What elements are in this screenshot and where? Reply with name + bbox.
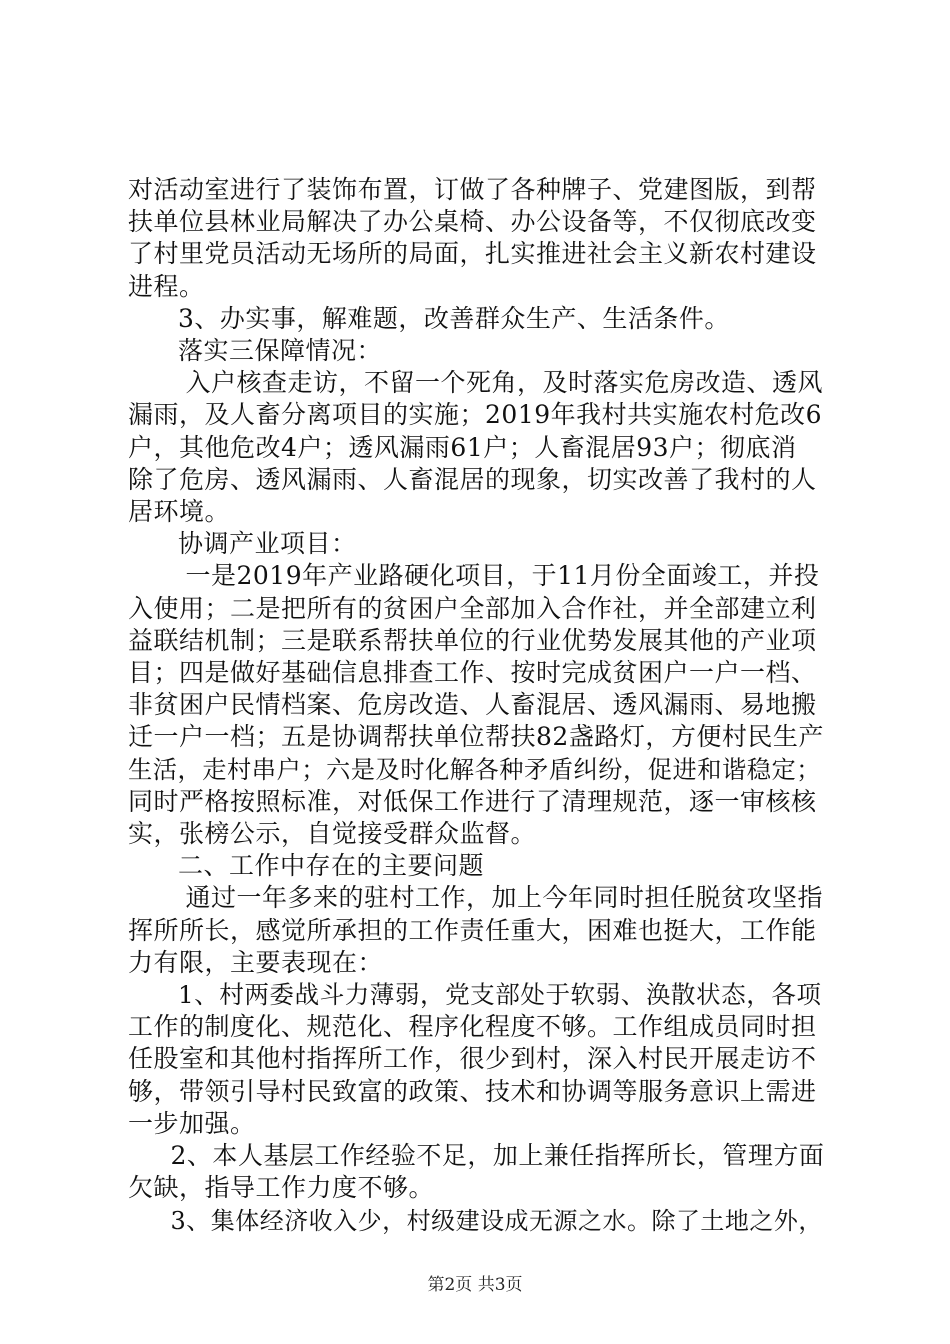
paragraph-line: 2、本人基层工作经验不足，加上兼任指挥所长，管理方面 bbox=[170, 1141, 825, 1171]
paragraph-line: 挥所所长，感觉所承担的工作责任重大，困难也挺大，工作能 bbox=[128, 915, 817, 945]
paragraph-line: 一是2019年产业路硬化项目，于11月份全面竣工，并投 bbox=[185, 561, 820, 591]
paragraph-line: 3、集体经济收入少，村级建设成无源之水。除了土地之外， bbox=[170, 1206, 823, 1235]
paragraph-line: 入户核查走访，不留一个死角，及时落实危房改造、透风 bbox=[185, 368, 824, 398]
paragraph-line: 迁一户一档；五是协调帮扶单位帮扶82盏路灯，方便村民生产 bbox=[128, 722, 824, 752]
paragraph-line: 生活，走村串户；六是及时化解各种矛盾纠纷，促进和谐稳定； bbox=[128, 754, 822, 784]
paragraph-line: 了村里党员活动无场所的局面，扎实推进社会主义新农村建设 bbox=[128, 239, 817, 269]
paragraph-line: 落实三保障情况： bbox=[178, 336, 383, 366]
paragraph-line: 实，张榜公示，自觉接受群众监督。 bbox=[128, 819, 537, 849]
paragraph-line: 力有限，主要表现在： bbox=[128, 947, 384, 977]
paragraph-line: 二、工作中存在的主要问题 bbox=[178, 851, 485, 881]
page-footer: 第2页 共3页 bbox=[427, 1275, 523, 1295]
paragraph-line: 户，其他危改4户；透风漏雨61户；人畜混居93户；彻底消 bbox=[128, 432, 797, 462]
paragraph-line: 同时严格按照标准，对低保工作进行了清理规范，逐一审核核 bbox=[128, 786, 817, 816]
paragraph-line: 进程。 bbox=[128, 271, 205, 301]
paragraph-line: 入使用；二是把所有的贫困户全部加入合作社，并全部建立利 bbox=[128, 593, 817, 623]
paragraph-line: 协调产业项目： bbox=[178, 529, 357, 559]
paragraph-line: 够，带领引导村民致富的政策、技术和协调等服务意识上需进 bbox=[128, 1076, 817, 1106]
paragraph-line: 益联结机制；三是联系帮扶单位的行业优势发展其他的产业项 bbox=[128, 625, 817, 655]
paragraph-line: 居环境。 bbox=[128, 497, 231, 527]
paragraph-line: 3、办实事，解难题，改善群众生产、生活条件。 bbox=[178, 303, 730, 333]
paragraph-line: 对活动室进行了装饰布置，订做了各种牌子、党建图版，到帮 bbox=[128, 175, 817, 204]
paragraph-line: 工作的制度化、规范化、程序化程度不够。工作组成员同时担 bbox=[128, 1012, 817, 1042]
paragraph-line: 通过一年多来的驻村工作，加上今年同时担任脱贫攻坚指 bbox=[185, 883, 824, 913]
paragraph-line: 目；四是做好基础信息排查工作、按时完成贫困户一户一档、 bbox=[128, 658, 817, 688]
paragraph-line: 非贫困户民情档案、危房改造、人畜混居、透风漏雨、易地搬 bbox=[128, 690, 817, 720]
paragraph-line: 扶单位县林业局解决了办公桌椅、办公设备等，不仅彻底改变 bbox=[128, 207, 817, 237]
paragraph-line: 1、村两委战斗力薄弱，党支部处于软弱、涣散状态，各项 bbox=[178, 980, 822, 1010]
paragraph-line: 漏雨，及人畜分离项目的实施；2019年我村共实施农村危改6 bbox=[128, 400, 823, 430]
paragraph-line: 欠缺，指导工作力度不够。 bbox=[128, 1173, 435, 1203]
document-body bbox=[128, 174, 828, 1237]
paragraph-line: 一步加强。 bbox=[128, 1108, 256, 1138]
paragraph-line: 任股室和其他村指挥所工作，很少到村，深入村民开展走访不 bbox=[128, 1044, 817, 1074]
paragraph-line: 除了危房、透风漏雨、人畜混居的现象，切实改善了我村的人 bbox=[128, 464, 817, 494]
